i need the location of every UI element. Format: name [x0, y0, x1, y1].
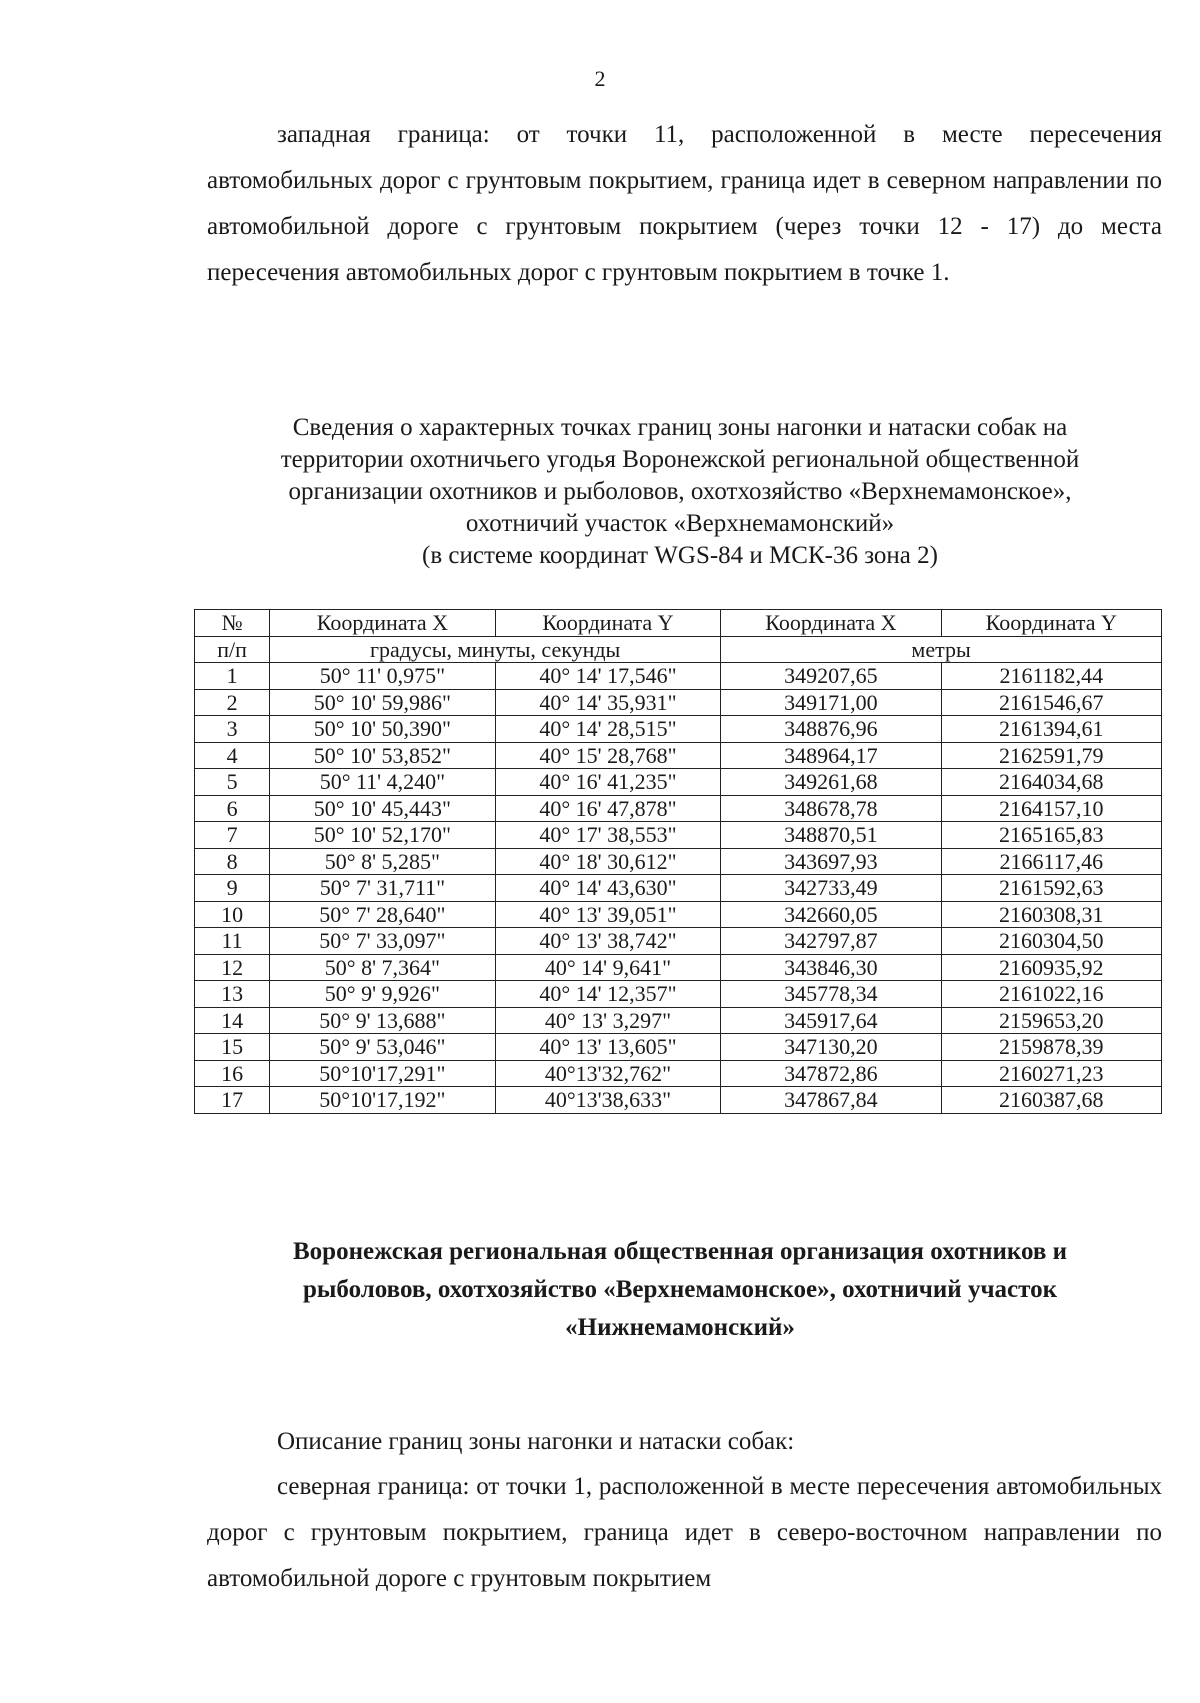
cell-lon-dms: 40° 14' 17,546"	[495, 663, 721, 690]
cell-lon-dms: 40° 15' 28,768"	[495, 742, 721, 769]
cell-lat-dms: 50° 9' 13,688"	[270, 1007, 496, 1034]
table-row	[195, 1007, 1162, 1034]
heading-line: «Нижнемамонский»	[565, 1314, 795, 1341]
cell-lon-dms: 40° 18' 30,612"	[495, 848, 721, 875]
table-row	[195, 1087, 1162, 1114]
cell-y-meters: 2161022,16	[941, 981, 1161, 1008]
cell-x-meters: 347872,86	[721, 1060, 941, 1087]
table-row	[195, 822, 1162, 849]
section-heading	[200, 1233, 1160, 1347]
cell-x-meters: 343697,93	[721, 848, 941, 875]
header-coord-x: Координата X	[270, 610, 496, 637]
cell-y-meters: 2160387,68	[941, 1087, 1161, 1114]
cell-y-meters: 2159653,20	[941, 1007, 1161, 1034]
cell-x-meters: 348870,51	[721, 822, 941, 849]
cell-y-meters: 2161182,44	[941, 663, 1161, 690]
cell-lat-dms: 50° 9' 9,926"	[270, 981, 496, 1008]
cell-lat-dms: 50°10'17,192"	[270, 1087, 496, 1114]
table-row	[195, 716, 1162, 743]
cell-lon-dms: 40° 13' 13,605"	[495, 1034, 721, 1061]
cell-lon-dms: 40° 14' 12,357"	[495, 981, 721, 1008]
cell-y-meters: 2162591,79	[941, 742, 1161, 769]
cell-y-meters: 2159878,39	[941, 1034, 1161, 1061]
caption-line: территории охотничьего угодья Воронежской региональной общественной	[280, 446, 1080, 473]
cell-x-meters: 348678,78	[721, 795, 941, 822]
cell-lon-dms: 40°13'38,633"	[495, 1087, 721, 1114]
table-row	[195, 689, 1162, 716]
cell-lat-dms: 50° 10' 53,852"	[270, 742, 496, 769]
cell-y-meters: 2160304,50	[941, 928, 1161, 955]
cell-x-meters: 349207,65	[721, 663, 941, 690]
cell-lat-dms: 50°10'17,291"	[270, 1060, 496, 1087]
cell-x-meters: 347130,20	[721, 1034, 941, 1061]
cell-y-meters: 2160935,92	[941, 954, 1161, 981]
heading-line: рыболовов, охотхозяйство «Верхнемамонское», охотничий участок	[302, 1276, 1058, 1303]
cell-num: 4	[195, 742, 270, 769]
table-units-row	[195, 636, 1162, 663]
table-header-row	[195, 610, 1162, 637]
caption-line: Сведения о характерных точках границ зоны нагонки и натаски собак на	[292, 414, 1068, 441]
cell-num: 10	[195, 901, 270, 928]
cell-lon-dms: 40° 14' 35,931"	[495, 689, 721, 716]
cell-x-meters: 348876,96	[721, 716, 941, 743]
table-row	[195, 795, 1162, 822]
cell-lat-dms: 50° 8' 7,364"	[270, 954, 496, 981]
cell-y-meters: 2166117,46	[941, 848, 1161, 875]
cell-lat-dms: 50° 10' 59,986"	[270, 689, 496, 716]
caption-line: организации охотников и рыболовов, охотхозяйство «Верхнемамонское»,	[288, 478, 1072, 505]
cell-x-meters: 342797,87	[721, 928, 941, 955]
table-row	[195, 848, 1162, 875]
cell-y-meters: 2161546,67	[941, 689, 1161, 716]
west-border-paragraph: западная граница: от точки 11, расположенной в месте пересечения автомобильных дорог с грунтовым покрытием, граница идет в северном направлении по автомобильной дороге с грунтовым покрытием (через точки 12 - 17) до места пересечения автомобильных дорог с грунтовым покрытием в точке 1.	[207, 121, 1162, 286]
cell-num: 1	[195, 663, 270, 690]
cell-num: 2	[195, 689, 270, 716]
header-coord-x-meters: Координата X	[721, 610, 941, 637]
caption-line: (в системе координат WGS-84 и МСК-36 зона 2)	[422, 542, 938, 569]
heading-line: Воронежская региональная общественная организация охотников и	[292, 1238, 1067, 1265]
table-row	[195, 981, 1162, 1008]
cell-lat-dms: 50° 8' 5,285"	[270, 848, 496, 875]
cell-y-meters: 2164157,10	[941, 795, 1161, 822]
page-number: 2	[594, 66, 606, 91]
cell-num: 16	[195, 1060, 270, 1087]
table-row	[195, 1060, 1162, 1087]
cell-lat-dms: 50° 7' 33,097"	[270, 928, 496, 955]
header-num-sub: п/п	[195, 636, 270, 663]
cell-num: 12	[195, 954, 270, 981]
table-caption	[200, 412, 1160, 572]
cell-num: 13	[195, 981, 270, 1008]
cell-num: 3	[195, 716, 270, 743]
north-border-paragraph: северная граница: от точки 1, расположенной в месте пересечения автомобильных дорог с грунтовым покрытием, граница идет в северо-восточном направлении по автомобильной дороге с грунтовым покрытием	[207, 1473, 1162, 1592]
cell-lat-dms: 50° 7' 28,640"	[270, 901, 496, 928]
table-row	[195, 663, 1162, 690]
cell-x-meters: 348964,17	[721, 742, 941, 769]
cell-x-meters: 343846,30	[721, 954, 941, 981]
description-title: Описание границ зоны нагонки и натаски собак:	[277, 1428, 795, 1455]
caption-line: охотничий участок «Верхнемамонский»	[465, 510, 895, 537]
table-row	[195, 1034, 1162, 1061]
cell-lat-dms: 50° 10' 50,390"	[270, 716, 496, 743]
cell-num: 8	[195, 848, 270, 875]
cell-y-meters: 2160271,23	[941, 1060, 1161, 1087]
cell-y-meters: 2160308,31	[941, 901, 1161, 928]
table-row	[195, 742, 1162, 769]
cell-lon-dms: 40°13'32,762"	[495, 1060, 721, 1087]
cell-x-meters: 342660,05	[721, 901, 941, 928]
table-row	[195, 901, 1162, 928]
cell-lon-dms: 40° 13' 38,742"	[495, 928, 721, 955]
header-coord-y: Координата Y	[495, 610, 721, 637]
cell-x-meters: 345778,34	[721, 981, 941, 1008]
cell-x-meters: 342733,49	[721, 875, 941, 902]
cell-x-meters: 349171,00	[721, 689, 941, 716]
cell-lat-dms: 50° 9' 53,046"	[270, 1034, 496, 1061]
cell-num: 17	[195, 1087, 270, 1114]
cell-x-meters: 347867,84	[721, 1087, 941, 1114]
cell-num: 9	[195, 875, 270, 902]
cell-lon-dms: 40° 14' 28,515"	[495, 716, 721, 743]
cell-x-meters: 345917,64	[721, 1007, 941, 1034]
cell-num: 14	[195, 1007, 270, 1034]
cell-num: 15	[195, 1034, 270, 1061]
cell-y-meters: 2165165,83	[941, 822, 1161, 849]
table-row	[195, 769, 1162, 796]
table-row	[195, 954, 1162, 981]
cell-lat-dms: 50° 10' 52,170"	[270, 822, 496, 849]
cell-x-meters: 349261,68	[721, 769, 941, 796]
cell-lon-dms: 40° 14' 9,641"	[495, 954, 721, 981]
cell-num: 11	[195, 928, 270, 955]
cell-lat-dms: 50° 11' 0,975"	[270, 663, 496, 690]
header-num: №	[195, 610, 270, 637]
header-units-dms: градусы, минуты, секунды	[270, 636, 721, 663]
cell-lat-dms: 50° 10' 45,443"	[270, 795, 496, 822]
cell-lat-dms: 50° 11' 4,240"	[270, 769, 496, 796]
cell-lon-dms: 40° 14' 43,630"	[495, 875, 721, 902]
cell-lon-dms: 40° 16' 41,235"	[495, 769, 721, 796]
cell-num: 5	[195, 769, 270, 796]
cell-y-meters: 2164034,68	[941, 769, 1161, 796]
cell-lon-dms: 40° 13' 3,297"	[495, 1007, 721, 1034]
cell-lon-dms: 40° 17' 38,553"	[495, 822, 721, 849]
table-row	[195, 928, 1162, 955]
header-units-meters: метры	[721, 636, 1162, 663]
cell-lon-dms: 40° 16' 47,878"	[495, 795, 721, 822]
cell-lat-dms: 50° 7' 31,711"	[270, 875, 496, 902]
cell-y-meters: 2161394,61	[941, 716, 1161, 743]
cell-num: 7	[195, 822, 270, 849]
cell-num: 6	[195, 795, 270, 822]
coordinates-table	[194, 609, 1162, 1114]
cell-lon-dms: 40° 13' 39,051"	[495, 901, 721, 928]
table-row	[195, 875, 1162, 902]
header-coord-y-meters: Координата Y	[941, 610, 1161, 637]
cell-y-meters: 2161592,63	[941, 875, 1161, 902]
